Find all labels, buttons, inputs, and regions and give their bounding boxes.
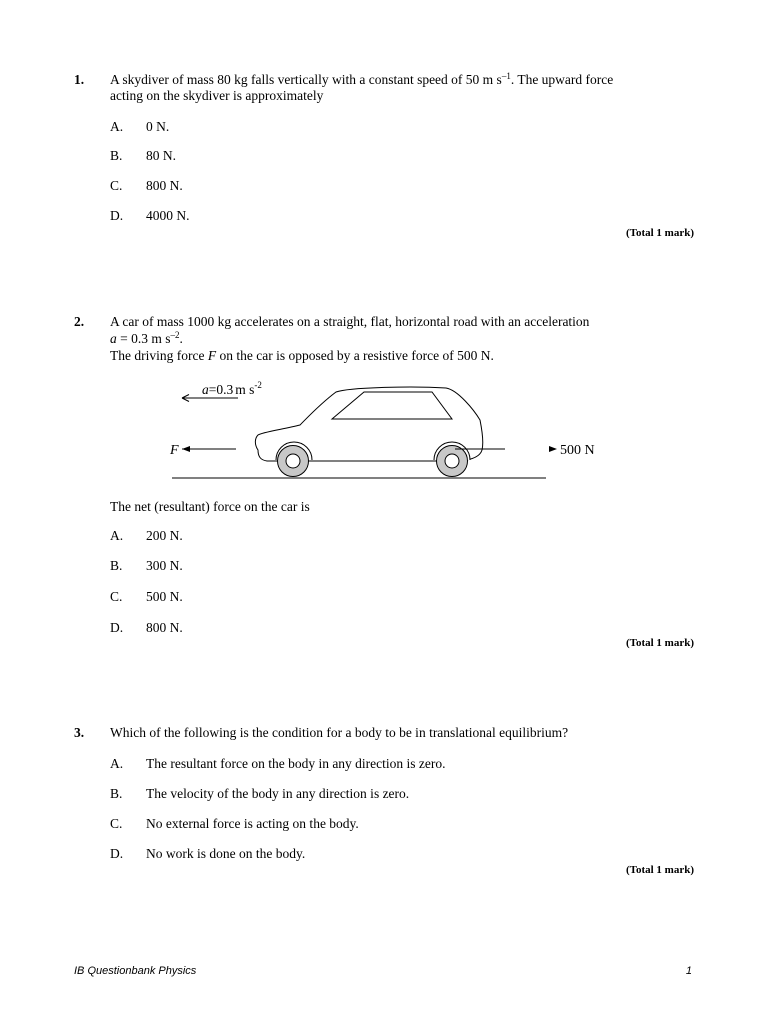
option-text-d: No work is done on the body. <box>146 846 306 861</box>
option-letter-d: D. <box>110 208 124 223</box>
option-letter-c: C. <box>110 816 123 831</box>
question-text-line-1: A car of mass 1000 kg accelerates on a straight, flat, horizontal road with an acceleration <box>110 314 590 329</box>
total-mark: (Total 1 mark) <box>625 227 694 239</box>
rear-wheel <box>437 446 468 477</box>
total-mark: (Total 1 mark) <box>625 637 694 649</box>
option-letter-b: B. <box>110 148 123 163</box>
option-text-d: 4000 N. <box>146 208 190 223</box>
driving-force-label: F <box>170 443 179 458</box>
car-force-diagram <box>160 372 595 484</box>
option-letter-a: A. <box>110 756 124 771</box>
question-text-line-2: a = 0.3 m $s^{-2}$. <box>110 330 183 346</box>
option-letter-b: B. <box>110 786 123 801</box>
option-text-b: The velocity of the body in any direction is zero. <box>146 786 410 801</box>
option-text-d: 800 N. <box>146 620 183 635</box>
option-letter-a: A. <box>110 528 124 543</box>
option-letter-c: C. <box>110 178 123 193</box>
option-text-a: 0 N. <box>146 119 170 134</box>
acceleration-label: a=0.3 m $s^{-2}$ <box>202 380 262 397</box>
total-mark: (Total 1 mark) <box>625 864 694 876</box>
option-letter-d: D. <box>110 620 124 635</box>
driving-force-arrow <box>182 446 236 452</box>
option-letter-c: C. <box>110 589 123 604</box>
option-letter-d: D. <box>110 846 124 861</box>
question-text-line-1: A skydiver of mass 80 kg falls vertically with a constant speed of 50 m $s^{-1}$. The upward force <box>110 71 614 87</box>
option-text-b: 300 N. <box>146 558 183 573</box>
question-number: 1. <box>74 72 85 87</box>
option-letter-a: A. <box>110 119 124 134</box>
option-text-c: No external force is acting on the body. <box>146 816 359 831</box>
option-text-b: 80 N. <box>146 148 176 163</box>
option-text-a: The resultant force on the body in any direction is zero. <box>146 756 446 771</box>
option-text-c: 800 N. <box>146 178 183 193</box>
question-number: 3. <box>74 725 85 740</box>
footer-source: IB Questionbank Physics <box>74 965 197 977</box>
question-text-line-1: Which of the following is the condition for a body to be in translational equilibrium? <box>110 725 569 740</box>
front-wheel <box>278 446 309 477</box>
page-number: 1 <box>685 965 692 977</box>
car-window <box>332 392 452 419</box>
option-text-a: 200 N. <box>146 528 183 543</box>
question-text-line-2: acting on the skydiver is approximately <box>110 88 324 103</box>
question-prompt: The net (resultant) force on the car is <box>110 499 310 514</box>
resistive-force-label: 500 N <box>560 443 595 458</box>
option-text-c: 500 N. <box>146 589 183 604</box>
option-letter-b: B. <box>110 558 123 573</box>
question-number: 2. <box>74 314 85 329</box>
question-text-line-3: The driving force F on the car is opposed by a resistive force of 500 N. <box>110 348 494 363</box>
resistive-force-arrow <box>455 446 557 452</box>
